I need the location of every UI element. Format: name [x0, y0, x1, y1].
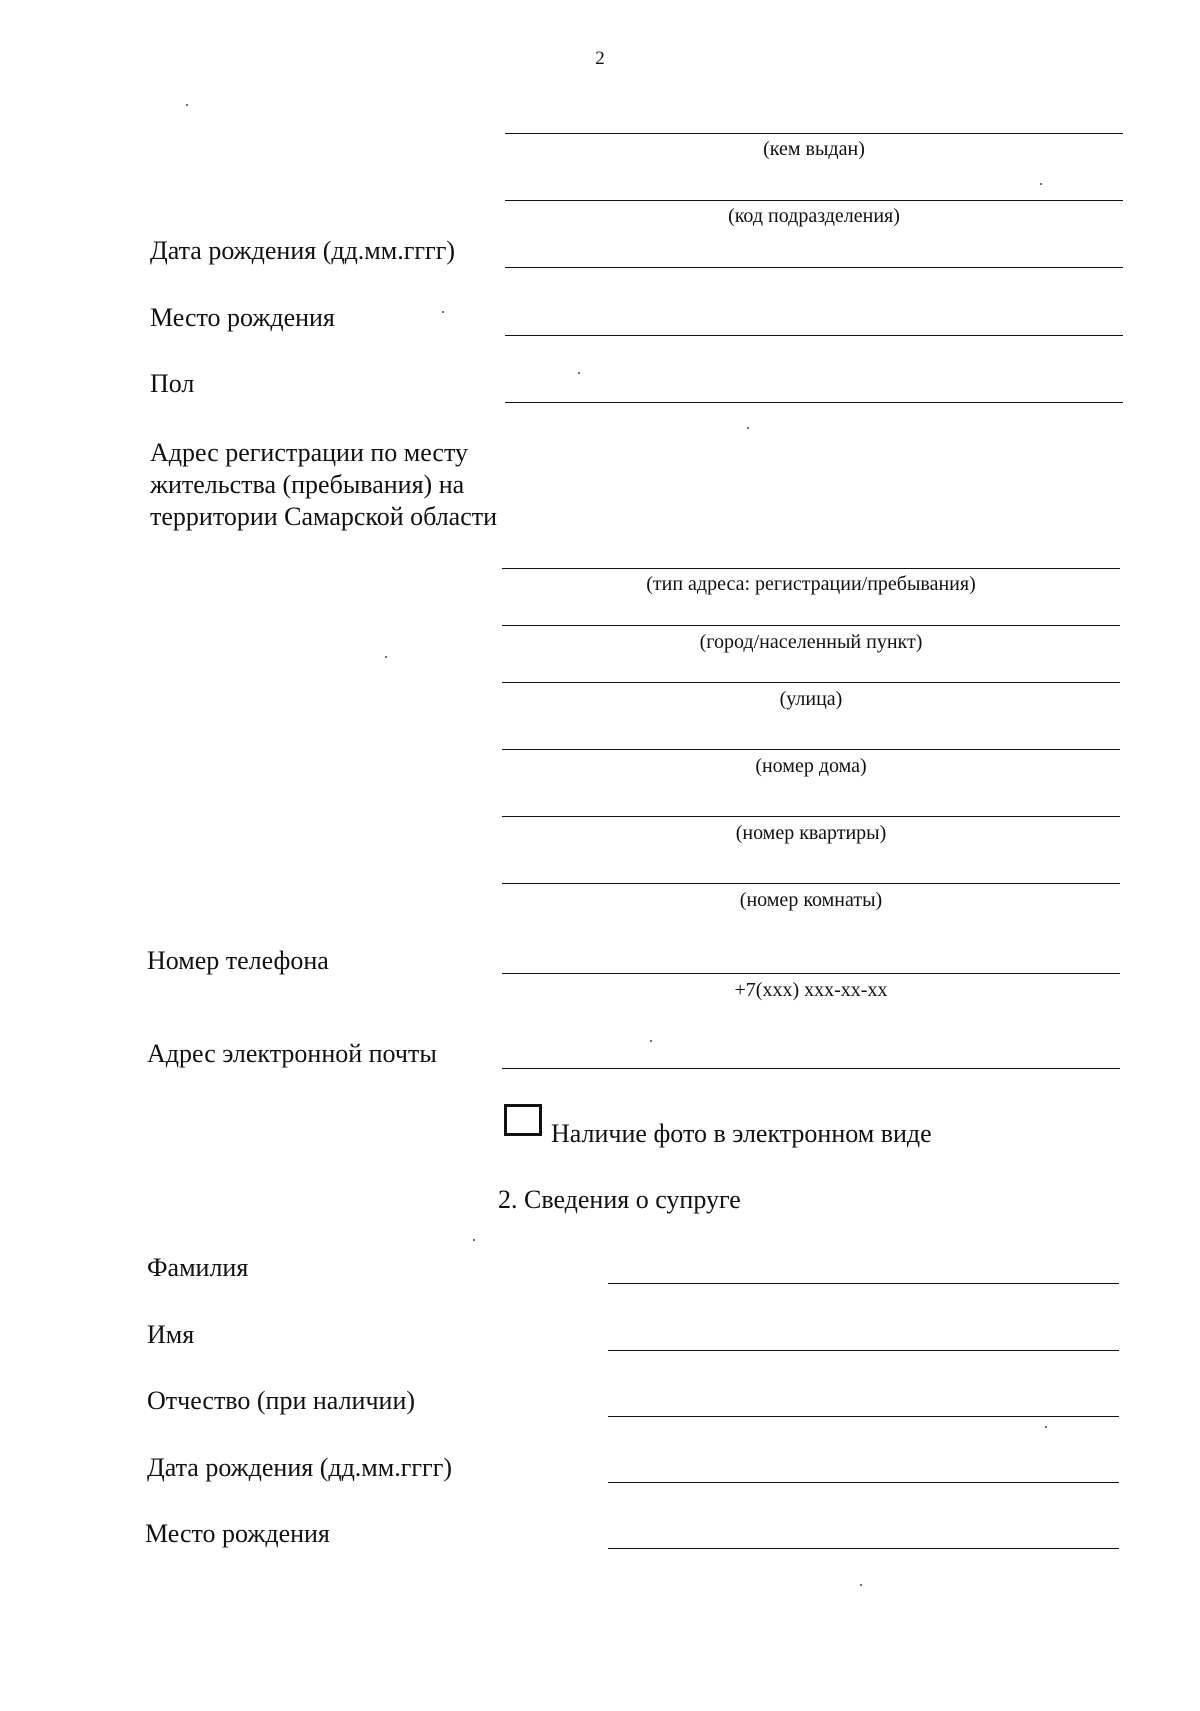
- birth-date-field[interactable]: [505, 267, 1123, 268]
- scan-speck: [1040, 183, 1042, 185]
- spouse-birth-date-field[interactable]: [608, 1482, 1119, 1483]
- address-label: Адрес регистрации по месту жительства (пребывания) на территории Самарской области: [150, 438, 498, 531]
- division-code-line[interactable]: [505, 200, 1123, 201]
- address-street-line[interactable]: [502, 682, 1120, 683]
- scan-speck: [747, 427, 749, 429]
- scan-speck: [1045, 1426, 1047, 1428]
- division-code-caption: (код подразделения): [728, 205, 900, 227]
- email-field[interactable]: [502, 1068, 1120, 1069]
- issued-by-line[interactable]: [505, 133, 1123, 134]
- scan-speck: [186, 104, 188, 106]
- address-house-caption: (номер дома): [755, 755, 867, 777]
- phone-format-hint: +7(xxx) xxx-xx-xx: [734, 979, 888, 1001]
- spouse-name-field[interactable]: [608, 1350, 1119, 1351]
- sex-field[interactable]: [505, 402, 1123, 403]
- spouse-birth-date-label: Дата рождения (дд.мм.гггг): [147, 1453, 453, 1482]
- spouse-name-label: Имя: [147, 1320, 195, 1349]
- scan-speck: [860, 1584, 862, 1586]
- birth-place-label: Место рождения: [150, 303, 335, 332]
- address-room-caption: (номер комнаты): [739, 889, 883, 911]
- birth-place-field[interactable]: [505, 335, 1123, 336]
- scan-speck: [385, 656, 387, 658]
- phone-field[interactable]: [502, 973, 1120, 974]
- issued-by-caption: (кем выдан): [763, 138, 865, 160]
- address-city-caption: (город/населенный пункт): [699, 631, 923, 653]
- sex-label: Пол: [150, 369, 195, 398]
- spouse-surname-field[interactable]: [608, 1283, 1119, 1284]
- address-type-caption: (тип адреса: регистрации/пребывания): [646, 573, 976, 595]
- address-apartment-caption: (номер квартиры): [735, 822, 887, 844]
- photo-checkbox-label: Наличие фото в электронном виде: [551, 1119, 932, 1148]
- email-label: Адрес электронной почты: [147, 1039, 437, 1068]
- scan-speck: [578, 372, 580, 374]
- spouse-section-title: 2. Сведения о супруге: [498, 1185, 741, 1214]
- photo-checkbox[interactable]: [504, 1104, 542, 1136]
- birth-date-label: Дата рождения (дд.мм.гггг): [150, 236, 456, 265]
- page-number: 2: [595, 48, 605, 69]
- spouse-birth-place-label: Место рождения: [145, 1519, 330, 1548]
- address-room-line[interactable]: [502, 883, 1120, 884]
- scan-speck: [650, 1040, 652, 1042]
- phone-label: Номер телефона: [147, 946, 329, 975]
- spouse-surname-label: Фамилия: [147, 1253, 249, 1282]
- address-apartment-line[interactable]: [502, 816, 1120, 817]
- address-street-caption: (улица): [779, 688, 843, 710]
- scan-speck: [442, 311, 444, 313]
- address-house-line[interactable]: [502, 749, 1120, 750]
- spouse-patronymic-label: Отчество (при наличии): [147, 1386, 416, 1415]
- spouse-birth-place-field[interactable]: [608, 1548, 1119, 1549]
- spouse-patronymic-field[interactable]: [608, 1416, 1119, 1417]
- address-type-line[interactable]: [502, 568, 1120, 569]
- address-city-line[interactable]: [502, 625, 1120, 626]
- scan-speck: [473, 1239, 475, 1241]
